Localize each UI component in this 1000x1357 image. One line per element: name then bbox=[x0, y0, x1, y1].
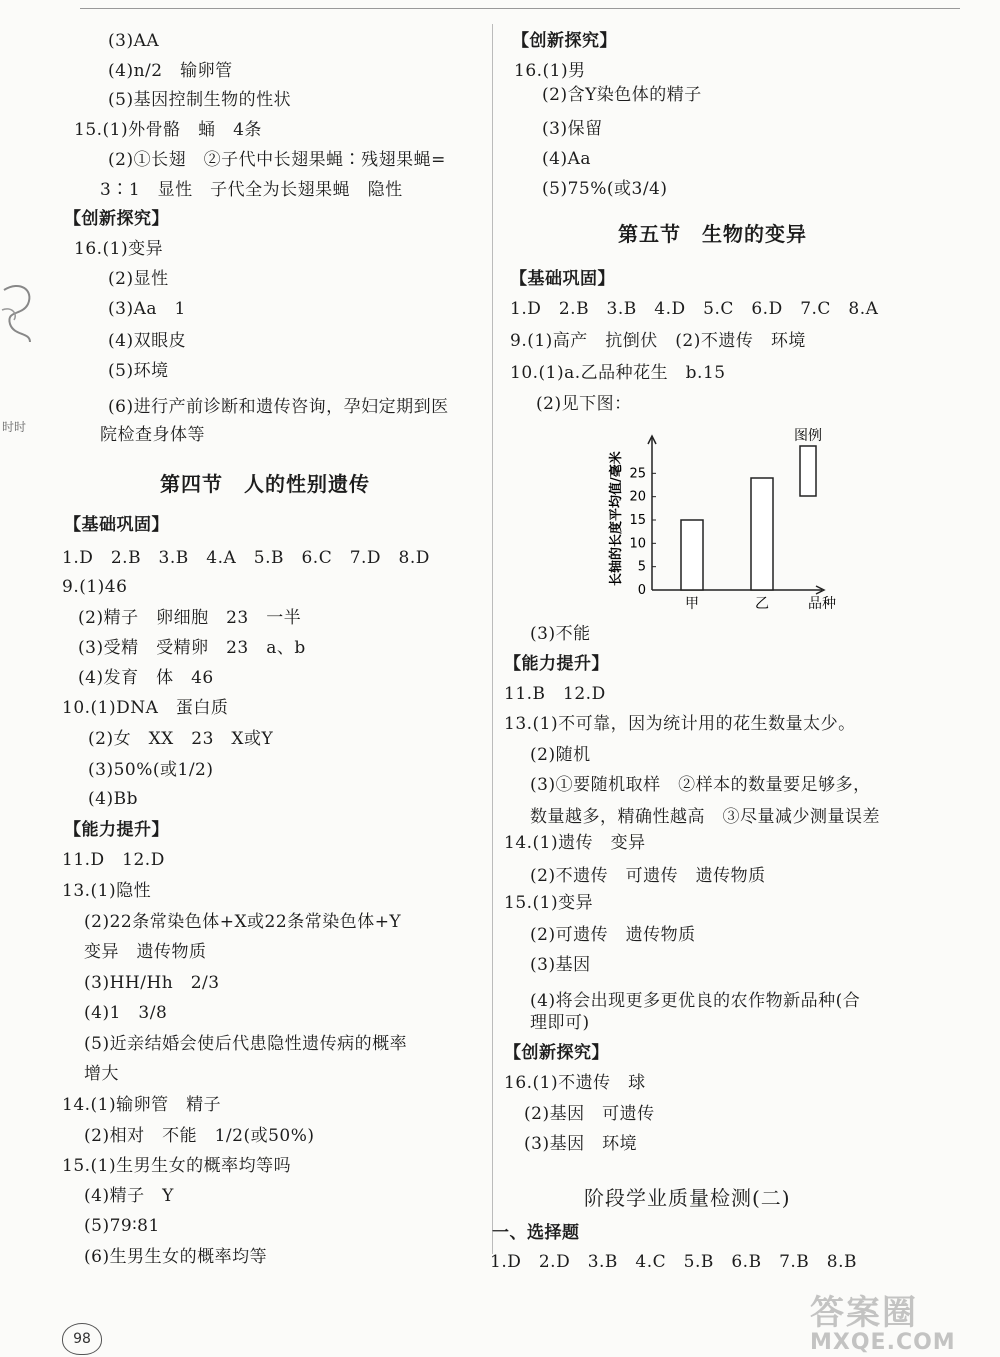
y-tick-label: 15 bbox=[629, 513, 646, 528]
answer-line: 1.D 2.B 3.B 4.D 5.C 6.D 7.C 8.A bbox=[510, 299, 879, 319]
answer-line: 14.(1)遗传 变异 bbox=[504, 833, 646, 853]
chart-legend bbox=[794, 428, 822, 496]
x-axis-label: 品种 bbox=[808, 596, 836, 612]
x-tick-label: 乙 bbox=[755, 596, 769, 612]
top-rule bbox=[80, 8, 960, 9]
answer-line: 15.(1)变异 bbox=[504, 893, 594, 913]
answer-line: 10.(1)DNA 蛋白质 bbox=[62, 698, 229, 718]
answer-line: (4)发育 体 46 bbox=[78, 668, 214, 688]
answer-line: (3)不能 bbox=[530, 624, 591, 644]
answer-line: (2)随机 bbox=[530, 745, 591, 765]
answer-line: (5)环境 bbox=[108, 361, 169, 381]
answer-line: 15.(1)外骨骼 蛹 4条 bbox=[74, 120, 262, 140]
answer-line: 1.D 2.D 3.B 4.C 5.B 6.B 7.B 8.B bbox=[490, 1252, 857, 1272]
answer-line: (2)女 XX 23 X或Y bbox=[88, 729, 274, 749]
answer-line: (3)①要随机取样 ②样本的数量要足够多， bbox=[530, 775, 871, 795]
legend-title: 图例 bbox=[794, 428, 822, 444]
section-header: 【基础巩固】 bbox=[64, 515, 169, 535]
answer-line: (2)22条常染色体+X或22条常染色体+Y bbox=[84, 912, 402, 932]
watermark bbox=[810, 1285, 995, 1355]
answer-line: 16.(1)不遗传 球 bbox=[504, 1073, 646, 1093]
section-title: 第四节 人的性别遗传 bbox=[160, 472, 370, 496]
section-header: 【能力提升】 bbox=[504, 654, 609, 674]
answer-line: (4)1 3/8 bbox=[84, 1003, 168, 1023]
y-tick-label: 0 bbox=[637, 583, 646, 598]
answer-line: (3)HH/Hh 2/3 bbox=[84, 973, 220, 993]
answer-line: (4)双眼皮 bbox=[108, 331, 187, 351]
doodle-icon bbox=[0, 280, 40, 350]
answer-line: (5)近亲结婚会使后代患隐性遗传病的概率 bbox=[84, 1034, 408, 1054]
bar bbox=[681, 520, 703, 590]
answer-line: 1.D 2.B 3.B 4.A 5.B 6.C 7.D 8.D bbox=[62, 548, 430, 568]
answer-line: (3)50%(或1/2) bbox=[88, 760, 214, 780]
answer-line: 13.(1)不可靠，因为统计用的花生数量太少。 bbox=[504, 714, 856, 734]
answer-line: (5)基因控制生物的性状 bbox=[108, 90, 292, 110]
answer-line: (3)基因 环境 bbox=[524, 1134, 638, 1154]
section-header: 【创新探究】 bbox=[504, 1043, 609, 1063]
section-header: 【基础巩固】 bbox=[510, 269, 615, 289]
bar-chart-svg bbox=[600, 418, 850, 618]
watermark-logo-text: 答案圈 bbox=[810, 1293, 918, 1333]
answer-line: (4)Bb bbox=[88, 789, 138, 809]
section-header: 【能力提升】 bbox=[64, 820, 169, 840]
answer-line: (2)①长翅 ②子代中长翅果蝇∶残翅果蝇= bbox=[108, 150, 446, 170]
section-title: 第五节 生物的变异 bbox=[618, 222, 807, 246]
answer-line: 理即可) bbox=[530, 1013, 590, 1033]
answer-line: (4)n/2 输卵管 bbox=[108, 61, 233, 81]
bar bbox=[751, 478, 773, 590]
y-tick-label: 25 bbox=[629, 466, 646, 482]
answer-line: (2)含Y染色体的精子 bbox=[542, 85, 702, 105]
answer-line: (4)Aa bbox=[542, 149, 591, 169]
answer-line: (2)可遗传 遗传物质 bbox=[530, 925, 696, 945]
answer-line: (4)精子 Y bbox=[84, 1186, 174, 1206]
answer-line: (3)基因 bbox=[530, 955, 591, 975]
answer-line: 15.(1)生男生女的概率均等吗 bbox=[62, 1156, 292, 1176]
answer-line: 变异 遗传物质 bbox=[84, 942, 207, 962]
y-tick-label: 10 bbox=[629, 536, 646, 552]
chart-axes bbox=[648, 436, 824, 594]
x-tick-label: 甲 bbox=[685, 596, 699, 612]
answer-line: 11.D 12.D bbox=[62, 850, 165, 870]
section-header: 【创新探究】 bbox=[64, 209, 169, 229]
answer-line: (5)79∶81 bbox=[84, 1216, 160, 1236]
answer-line: (2)显性 bbox=[108, 269, 169, 289]
answer-line: (2)相对 不能 1/2(或50%) bbox=[84, 1126, 315, 1146]
page-number: 98 bbox=[62, 1323, 102, 1355]
answer-line: 14.(1)输卵管 精子 bbox=[62, 1095, 222, 1115]
chart-bars bbox=[681, 478, 773, 590]
answer-line: 院检查身体等 bbox=[100, 425, 205, 445]
watermark-url: MXQE.COM bbox=[810, 1330, 956, 1355]
answer-line: (2)基因 可遗传 bbox=[524, 1104, 655, 1124]
answer-line: (3)保留 bbox=[542, 119, 603, 139]
answer-line: 13.(1)隐性 bbox=[62, 881, 152, 901]
answer-line: (2)不遗传 可遗传 遗传物质 bbox=[530, 866, 766, 886]
answer-line: 11.B 12.D bbox=[504, 684, 606, 704]
answer-line: 9.(1)高产 抗倒伏 (2)不遗传 环境 bbox=[510, 331, 806, 351]
answer-line: 10.(1)a.乙品种花生 b.15 bbox=[510, 363, 726, 383]
bar-chart bbox=[600, 418, 850, 618]
legend-swatch bbox=[800, 446, 816, 496]
side-mark: 时时 bbox=[2, 420, 27, 434]
answer-line: 增大 bbox=[84, 1064, 119, 1084]
section-header: 【创新探究】 bbox=[512, 31, 617, 51]
answer-line: 数量越多，精确性越高 ③尽量减少测量误差 bbox=[530, 807, 880, 827]
answer-line: (5)75%(或3/4) bbox=[542, 179, 668, 199]
y-axis-label: 长轴的长度平均值/毫米 bbox=[609, 451, 624, 586]
answer-line: 9.(1)46 bbox=[62, 577, 128, 597]
y-tick-label: 5 bbox=[637, 559, 646, 575]
section-header: 一、选择题 bbox=[492, 1223, 580, 1243]
y-tick-label: 20 bbox=[629, 489, 646, 505]
answer-line: 16.(1)变异 bbox=[74, 239, 164, 259]
answer-line: (6)生男生女的概率均等 bbox=[84, 1247, 268, 1267]
answer-line: (3)受精 受精卵 23 a、b bbox=[78, 638, 306, 658]
section-title: 阶段学业质量检测(二) bbox=[584, 1186, 791, 1210]
column-divider bbox=[492, 24, 493, 1254]
answer-line: 3∶1 显性 子代全为长翅果蝇 隐性 bbox=[100, 180, 403, 200]
answer-line: (3)AA bbox=[108, 31, 160, 51]
answer-line: (4)将会出现更多更优良的农作物新品种(合 bbox=[530, 991, 861, 1011]
answer-line: (2)精子 卵细胞 23 一半 bbox=[78, 608, 302, 628]
answer-line: (3)Aa 1 bbox=[108, 299, 186, 319]
answer-line: (2)见下图： bbox=[536, 394, 632, 414]
answer-line: 16.(1)男 bbox=[514, 61, 586, 81]
answer-line: (6)进行产前诊断和遗传咨询，孕妇定期到医 bbox=[108, 397, 449, 417]
